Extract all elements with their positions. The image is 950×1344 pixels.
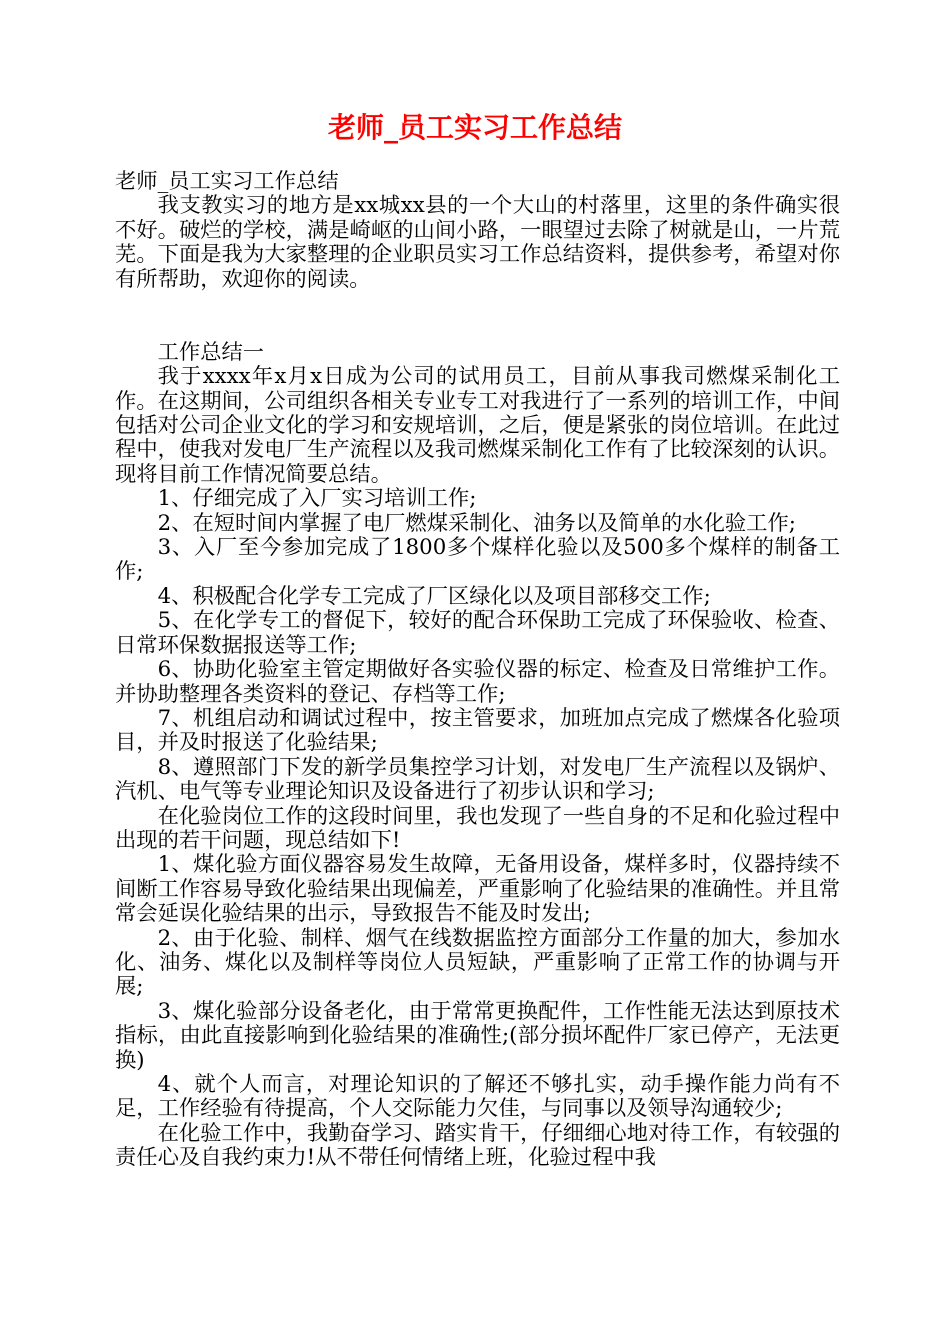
- blank-line: [115, 316, 840, 340]
- list-item: 3、煤化验部分设备老化，由于常常更换配件，工作性能无法达到原技术指标，由此直接影响到化验结果的准确性;(部分损坏配件厂家已停产，无法更换): [115, 998, 840, 1073]
- document-title: 老师_员工实习工作总结: [327, 111, 622, 144]
- list-item: 4、积极配合化学专工完成了厂区绿化以及项目部移交工作;: [157, 583, 711, 609]
- list-item: 8、遵照部门下发的新学员集控学习计划，对发电厂生产流程以及锅炉、汽机、电气等专业理论知识及设备进行了初步认识和学习;: [115, 754, 840, 805]
- section-heading: 工作总结一: [157, 339, 265, 365]
- list-item: 3、入厂至今参加完成了1800多个煤样化验以及500多个煤样的制备工作;: [115, 535, 840, 585]
- paragraph: 我于xxxx年x月x日成为公司的试用员工，目前从事我司燃煤采制化工作。在这期间，公司组织各相关专业专工对我进行了一系列的培训工作，中间包括对公司企业文化的学习和安规培训，之后，便是紧张的岗位培训。在此过程中，使我对发电厂生产流程以及我司燃煤采制化工作有了比较深刻的认识。现将目前工作情况简要总结。: [115, 364, 840, 487]
- list-item: 6、协助化验室主管定期做好各实验仪器的标定、检查及日常维护工作。并协助整理各类资料的登记、存档等工作;: [115, 657, 840, 707]
- list-item: 5、在化学专工的督促下，较好的配合环保助工完成了环保验收、检查、日常环保数据报送等工作;: [115, 608, 840, 658]
- list-item: 4、就个人而言，对理论知识的了解还不够扎实，动手操作能力尚有不足，工作经验有待提高，个人交际能力欠佳，与同事以及领导沟通较少;: [115, 1072, 840, 1122]
- intro-paragraph: 我支教实习的地方是xx城xx县的一个大山的村落里，这里的条件确实很不好。破烂的学校，满是崎岖的山间小路，一眼望过去除了树就是山，一片荒芜。下面是我为大家整理的企业职员实习工作总结资料，提供参考，希望对你有所帮助，欢迎你的阅读。: [115, 193, 840, 292]
- list-item: 1、煤化验方面仪器容易发生故障，无备用设备，煤样多时，仪器持续不间断工作容易导致化验结果出现偏差，严重影响了化验结果的准确性。并且常常会延误化验结果的出示，导致报告不能及时发出;: [115, 852, 840, 927]
- document-subtitle: 老师_员工实习工作总结: [115, 169, 339, 194]
- blank-line: [115, 292, 840, 316]
- paragraph: 在化验工作中，我勤奋学习、踏实肯干，仔细细心地对待工作，有较强的责任心及自我约束力!从不带任何情绪上班，化验过程中我: [115, 1120, 840, 1171]
- document-body: [115, 170, 840, 1171]
- list-item: 2、在短时间内掌握了电厂燃煤采制化、油务以及简单的水化验工作;: [157, 510, 796, 536]
- list-item: 7、机组启动和调试过程中，按主管要求，加班加点完成了燃煤各化验项目，并及时报送了化验结果;: [115, 705, 840, 756]
- paragraph: 在化验岗位工作的这段时间里，我也发现了一些自身的不足和化验过程中出现的若干问题，现总结如下!: [115, 803, 840, 853]
- list-item: 1、仔细完成了入厂实习培训工作;: [157, 486, 477, 512]
- list-item: 2、由于化验、制样、烟气在线数据监控方面部分工作量的加大，参加水化、油务、煤化以及制样等岗位人员短缺，严重影响了正常工作的协调与开展;: [115, 925, 840, 1000]
